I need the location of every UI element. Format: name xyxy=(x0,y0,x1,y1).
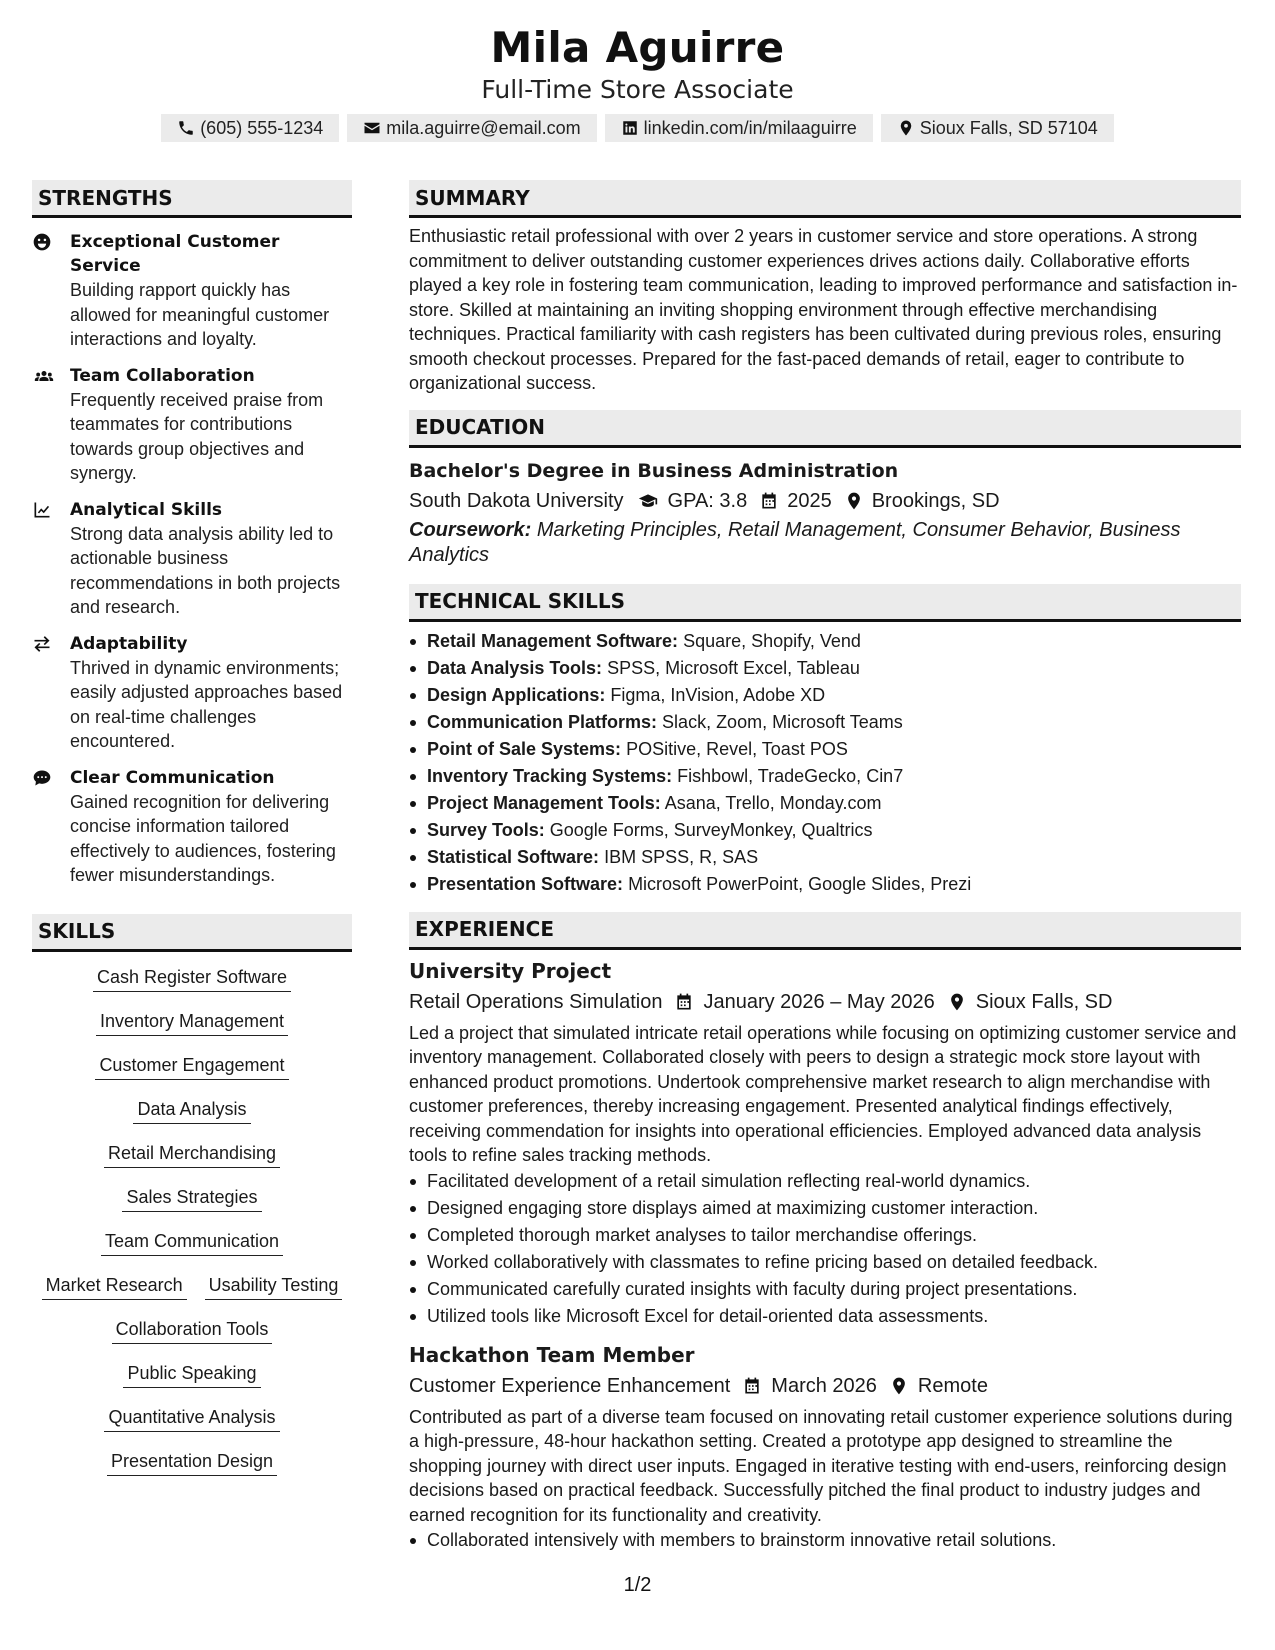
comments-icon xyxy=(32,768,52,788)
map-marker-icon xyxy=(897,119,915,137)
contact-linkedin[interactable] xyxy=(605,114,873,142)
experience-dates: March 2026 xyxy=(771,1374,877,1397)
tech-label: Presentation Software: xyxy=(427,873,624,894)
contact-linkedin-text: linkedin.com/in/milaaguirre xyxy=(643,117,857,138)
experience-entry xyxy=(409,956,1241,1330)
experience-meta xyxy=(409,986,1241,1018)
right-column xyxy=(409,180,1241,1554)
skills-heading: SKILLS xyxy=(32,914,352,952)
list-item xyxy=(409,790,1241,817)
education-meta xyxy=(409,486,1241,516)
school-name: South Dakota University xyxy=(409,489,624,512)
smile-icon xyxy=(32,232,52,252)
strength-desc: Building rapport quickly has allowed for meaningful customer interactions and loyalty. xyxy=(70,280,330,349)
tech-label: Inventory Tracking Systems: xyxy=(427,765,673,786)
tech-value: Asana, Trello, Monday.com xyxy=(664,792,882,813)
skill-tag: Quantitative Analysis xyxy=(104,1404,279,1432)
experience-title: Hackathon Team Member xyxy=(409,1342,695,1367)
summary-heading: SUMMARY xyxy=(409,180,1241,218)
tech-label: Point of Sale Systems: xyxy=(427,738,622,759)
experience-title: University Project xyxy=(409,958,612,983)
tech-label: Retail Management Software: xyxy=(427,630,679,651)
coursework xyxy=(409,518,1241,568)
tech-value: Fishbowl, TradeGecko, Cin7 xyxy=(677,765,904,786)
skill-tag: Collaboration Tools xyxy=(112,1316,273,1344)
gpa: GPA: 3.8 xyxy=(667,489,748,512)
list-item: Designed engaging store displays aimed at maximizing customer interaction. xyxy=(409,1195,1241,1222)
calendar-icon xyxy=(742,1376,762,1396)
resume-header xyxy=(0,22,1275,142)
left-column xyxy=(32,180,352,1492)
list-item xyxy=(409,628,1241,655)
list-item xyxy=(409,817,1241,844)
contact-bar xyxy=(0,114,1275,142)
strength-desc: Strong data analysis ability led to actionable business recommendations in both projects and research. xyxy=(70,523,341,617)
calendar-icon xyxy=(759,491,779,511)
calendar-icon xyxy=(674,992,694,1012)
list-item: Utilized tools like Microsoft Excel for detail-oriented data assessments. xyxy=(409,1303,1241,1330)
linkedin-icon xyxy=(621,119,639,137)
list-item xyxy=(409,871,1241,898)
list-item xyxy=(409,655,1241,682)
strengths-heading: STRENGTHS xyxy=(32,180,352,218)
strength-item xyxy=(32,498,352,620)
experience-description: Led a project that simulated intricate retail operations while focusing on optimizing customer service and inventory management. Collaborated closely with peers to design a strategic mock store layout with enhanced product promotions. Undertook comprehensive market research to align merchandise with customer preferences, thereby increasing engagement. Presented analytical findings effectively, receiving commendation for insights into operational efficiencies. Employed advanced data analysis tools to refine sales tracking methods. xyxy=(409,1022,1237,1165)
summary-text: Enthusiastic retail professional with over 2 years in customer service and store operations. A strong commitment to deliver outstanding customer experiences drives actions daily. Collaborative efforts played a key role in fostering team communication, leading to improved performance and satisfaction in-store. Skilled at maintaining an inviting shopping environment through effective merchandising techniques. Practical familiarity with cash registers has been cultivated during previous roles, ensuring smooth checkout processes. Prepared for the fast-paced demands of retail, eager to contribute to organizational success. xyxy=(409,226,1238,393)
list-item xyxy=(409,844,1241,871)
strength-desc: Thrived in dynamic environments; easily adjusted approaches based on real-time challenges encountered. xyxy=(70,657,343,751)
experience-bullets xyxy=(409,1168,1241,1330)
technical-skills-list xyxy=(409,628,1241,898)
tech-label: Statistical Software: xyxy=(427,846,600,867)
contact-email-text: mila.aguirre@email.com xyxy=(386,117,581,138)
phone-icon xyxy=(177,119,195,137)
experience-bullets xyxy=(409,1527,1241,1554)
tech-value: SPSS, Microsoft Excel, Tableau xyxy=(607,657,860,678)
skill-tag: Team Communication xyxy=(101,1228,283,1256)
tech-value: Microsoft PowerPoint, Google Slides, Prezi xyxy=(628,873,972,894)
contact-phone-text: (605) 555-1234 xyxy=(200,117,324,138)
strength-title: Analytical Skills xyxy=(70,499,223,520)
technical-skills-heading: TECHNICAL SKILLS xyxy=(409,584,1241,622)
graduation-year: 2025 xyxy=(787,489,832,512)
skill-tag: Market Research xyxy=(42,1272,187,1300)
tech-value: Figma, InVision, Adobe XD xyxy=(610,684,826,705)
tech-label: Data Analysis Tools: xyxy=(427,657,603,678)
degree-title: Bachelor's Degree in Business Administration xyxy=(409,459,899,482)
skill-tag: Public Speaking xyxy=(123,1360,260,1388)
list-item xyxy=(409,682,1241,709)
strength-title: Team Collaboration xyxy=(70,365,255,386)
list-item: Collaborated intensively with members to brainstorm innovative retail solutions. xyxy=(409,1527,1241,1554)
experience-org: Customer Experience Enhancement xyxy=(409,1374,731,1397)
contact-location xyxy=(881,114,1114,142)
coursework-list: Marketing Principles, Retail Management, Consumer Behavior, Business Analytics xyxy=(409,518,1181,566)
map-marker-icon xyxy=(844,491,864,511)
tech-value: POSitive, Revel, Toast POS xyxy=(626,738,848,759)
list-item xyxy=(409,763,1241,790)
skill-tag: Cash Register Software xyxy=(93,964,291,992)
coursework-label: Coursework: xyxy=(409,518,532,541)
tech-value: IBM SPSS, R, SAS xyxy=(604,846,759,867)
tech-label: Communication Platforms: xyxy=(427,711,658,732)
users-icon xyxy=(32,366,56,386)
contact-email[interactable] xyxy=(347,114,596,142)
experience-location: Remote xyxy=(917,1374,988,1397)
graduation-cap-icon xyxy=(636,491,660,511)
strength-desc: Gained recognition for delivering concise information tailored effectively to audiences, fostering fewer misunderstandings. xyxy=(70,791,336,885)
list-item: Communicated carefully curated insights with faculty during project presentations. xyxy=(409,1276,1241,1303)
page-number: 1/2 xyxy=(623,1574,652,1596)
strength-item xyxy=(32,766,352,888)
skill-tag: Retail Merchandising xyxy=(104,1140,280,1168)
skill-tag: Usability Testing xyxy=(205,1272,343,1300)
tech-label: Survey Tools: xyxy=(427,819,545,840)
education-entry xyxy=(409,456,1241,568)
tech-label: Project Management Tools: xyxy=(427,792,661,813)
strength-item xyxy=(32,230,352,352)
strength-title: Clear Communication xyxy=(70,767,275,788)
chart-line-icon xyxy=(32,500,52,520)
tech-label: Design Applications: xyxy=(427,684,606,705)
strengths-list xyxy=(32,230,352,888)
education-heading: EDUCATION xyxy=(409,410,1241,448)
job-title: Full-Time Store Associate xyxy=(481,75,794,104)
list-item: Completed thorough market analyses to tailor merchandise offerings. xyxy=(409,1222,1241,1249)
experience-heading: EXPERIENCE xyxy=(409,912,1241,950)
experience-org: Retail Operations Simulation xyxy=(409,990,663,1013)
skill-tag: Data Analysis xyxy=(133,1096,250,1124)
envelope-icon xyxy=(363,119,381,137)
strength-desc: Frequently received praise from teammates for contributions towards group objectives and synergy. xyxy=(70,389,324,483)
skill-tag: Inventory Management xyxy=(96,1008,288,1036)
strength-title: Exceptional Customer Service xyxy=(70,232,280,276)
tech-value: Google Forms, SurveyMonkey, Qualtrics xyxy=(549,819,873,840)
school-location: Brookings, SD xyxy=(871,489,1000,512)
map-marker-icon xyxy=(889,1376,909,1396)
experience-dates: January 2026 – May 2026 xyxy=(703,990,935,1013)
experience-meta xyxy=(409,1370,1241,1402)
strength-item xyxy=(32,632,352,754)
skill-tag: Presentation Design xyxy=(107,1448,277,1476)
skill-tag: Customer Engagement xyxy=(95,1052,288,1080)
candidate-name: Mila Aguirre xyxy=(490,23,785,72)
skill-tag: Sales Strategies xyxy=(122,1184,261,1212)
tech-value: Slack, Zoom, Microsoft Teams xyxy=(662,711,903,732)
strength-title: Adaptability xyxy=(70,633,188,654)
contact-phone[interactable] xyxy=(161,114,339,142)
map-marker-icon xyxy=(947,992,967,1012)
list-item: Facilitated development of a retail simulation reflecting real-world dynamics. xyxy=(409,1168,1241,1195)
exchange-icon xyxy=(32,634,52,654)
strength-item xyxy=(32,364,352,486)
tech-value: Square, Shopify, Vend xyxy=(683,630,861,651)
list-item: Worked collaboratively with classmates to refine pricing based on detailed feedback. xyxy=(409,1249,1241,1276)
experience-location: Sioux Falls, SD xyxy=(975,990,1113,1013)
experience-entry xyxy=(409,1340,1241,1555)
list-item xyxy=(409,736,1241,763)
list-item xyxy=(409,709,1241,736)
contact-location-text: Sioux Falls, SD 57104 xyxy=(919,117,1098,138)
skills-list xyxy=(32,964,352,1476)
experience-description: Contributed as part of a diverse team focused on innovating retail customer experience solutions during a high-pressure, 48-hour hackathon setting. Created a prototype app designed to streamline the shopping journey with direct user inputs. Engaged in iterative testing with end-users, reinforcing design decisions based on practical feedback. Successfully pitched the final product to industry judges and earned recognition for its functionality and creativity. xyxy=(409,1406,1233,1525)
